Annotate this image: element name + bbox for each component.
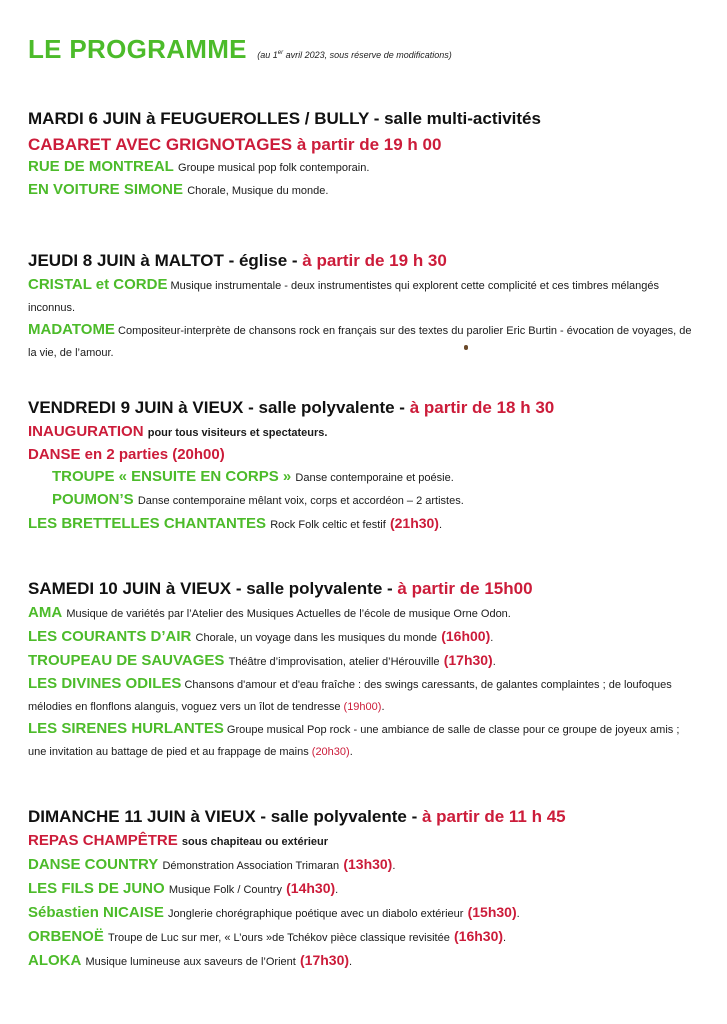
item-desc: Compositeur-interprète de chansons rock en français sur des textes du parolier Eric Burtin - évocation de voyages, de la vie, de l’amour. [28,325,692,359]
item-time: (16h00) [441,628,491,644]
item-desc: Musique instrumentale - deux instrumentistes qui explorent cette complicité et ces timbres mélangés inconnus. [28,280,660,314]
day-heading [28,578,700,600]
item-after: . [516,908,520,920]
item-time: (17h30) [443,652,493,668]
day-heading-time: à partir de 15h00 [397,579,533,598]
day-section-mardi [28,108,700,202]
note-post: avril 2023, sous réserve de modifications) [283,50,452,60]
item-name: LES DIVINES ODILES [28,675,182,692]
item-time: (20h30) [311,746,350,758]
note-sup: er [277,50,284,56]
item-desc: Rock Folk celtic et festif [270,519,386,531]
item-name: LES BRETTELLES CHANTANTES [28,515,267,532]
item-after: . [392,860,396,872]
item-name: MADATOME [28,321,115,338]
list-item [28,602,700,625]
cabaret-time: à partir de 19 h 00 [296,135,442,154]
title-note [257,50,451,60]
item-name: CRISTAL et CORDE [28,276,168,293]
day-heading: MARDI 6 JUIN à FEUGUEROLLES / BULLY - salle multi-activités [28,109,541,128]
list-item [28,179,700,202]
item-desc: Démonstration Association Trimaran [162,860,340,872]
item-name: Sébastien NICAISE [28,904,164,921]
cabaret-label: CABARET AVEC GRIGNOTAGES [28,135,293,154]
item-desc: Musique Folk / Country [168,884,282,896]
day-section-jeudi [28,250,700,364]
day-heading-time: à partir de 11 h 45 [421,807,566,826]
item-after: . [492,656,496,668]
repas-label: REPAS CHAMPÊTRE [28,832,178,849]
list-item [28,718,700,763]
list-item [28,925,700,949]
item-time: (21h30) [389,515,439,531]
inauguration-desc: pour tous visiteurs et spectateurs. [147,427,328,439]
list-item [28,466,700,489]
item-after: . [349,746,353,758]
item-time: (15h30) [467,904,517,920]
list-item [28,901,700,925]
list-item [28,877,700,901]
day-heading-text: JEUDI 8 JUIN à MALTOT - église - [28,251,303,270]
item-desc: Groupe musical Pop rock - une ambiance de salle de classe pour ce groupe de joyeux amis ; une invitation au battage de pied et au frappage de mains [28,724,680,758]
day-heading-text: VENDREDI 9 JUIN à VIEUX - salle polyvalente - [28,398,410,417]
list-item [28,649,700,673]
day-heading-text: DIMANCHE 11 JUIN à VIEUX - salle polyvalente - [28,807,422,826]
item-name: DANSE COUNTRY [28,856,159,873]
item-name: LES COURANTS D’AIR [28,628,192,645]
inauguration-line [28,421,700,444]
item-time: (13h30) [343,856,393,872]
inauguration-label: INAUGURATION [28,423,144,440]
danse-line: DANSE en 2 parties (20h00) [28,446,225,463]
item-name: RUE DE MONTREAL [28,158,174,175]
item-time: (19h00) [343,701,382,713]
item-name: TROUPEAU DE SAUVAGES [28,652,225,669]
item-desc: Danse contemporaine et poésie. [295,472,454,484]
item-after: . [381,701,385,713]
list-item [28,949,700,973]
day-section-vendredi [28,397,700,536]
list-item [28,625,700,649]
repas-desc: sous chapiteau ou extérieur [181,836,329,848]
item-time: (16h30) [454,928,504,944]
list-item [28,274,700,319]
repas-line [28,830,700,853]
item-time: (17h30) [300,952,350,968]
item-after: . [490,632,494,644]
title-row [28,34,452,65]
list-item [28,489,700,512]
ink-speck [464,345,468,350]
item-time: (14h30) [286,880,336,896]
item-desc: Théâtre d’improvisation, atelier d’Hérouville [228,656,440,668]
day-heading-text: SAMEDI 10 JUIN à VIEUX - salle polyvalente - [28,579,398,598]
day-heading [28,250,700,272]
item-desc: Troupe de Luc sur mer, « L’ours »de Tchékov pièce classique revisitée [108,932,450,944]
item-name: EN VOITURE SIMONE [28,181,184,198]
item-desc: Musique lumineuse aux saveurs de l’Orient [85,956,296,968]
page-title: LE PROGRAMME [28,34,247,64]
list-item [28,319,700,364]
item-name: TROUPE « ENSUITE EN CORPS » [52,468,292,485]
item-desc: Danse contemporaine mêlant voix, corps et accordéon – 2 artistes. [137,495,464,507]
item-desc: Chorale, un voyage dans les musiques du monde [195,632,438,644]
list-item [28,512,700,536]
item-name: LES SIRENES HURLANTES [28,720,224,737]
note-pre: (au 1 [257,50,278,60]
day-heading-time: à partir de 19 h 30 [302,251,447,270]
item-name: POUMON’S [52,491,134,508]
day-heading-time: à partir de 18 h 30 [409,398,555,417]
list-item [28,853,700,877]
day-heading [28,806,700,828]
item-after: . [503,932,507,944]
item-name: AMA [28,604,63,621]
item-after: . [335,884,339,896]
item-desc: Chorale, Musique du monde. [187,185,329,197]
item-desc: Jonglerie chorégraphique poétique avec un diabolo extérieur [168,908,464,920]
item-desc: Chansons d'amour et d'eau fraîche : des swings caressants, de galantes complaintes ; de loufoques mélodies en flonflons alanguis, voguez vers un îlot de tendresse [28,679,672,713]
item-desc: Musique de variétés par l’Atelier des Musiques Actuelles de l’école de musique Orne Odon. [66,608,511,620]
cabaret-line [28,134,700,156]
item-name: LES FILS DE JUNO [28,880,165,897]
list-item [28,156,700,179]
day-heading [28,397,700,419]
day-section-samedi [28,578,700,763]
item-after: . [438,519,443,531]
list-item [28,673,700,718]
day-section-dimanche [28,806,700,973]
item-after: . [349,956,353,968]
item-name: ALOKA [28,952,82,969]
item-desc: Groupe musical pop folk contemporain. [178,162,370,174]
item-name: ORBENOË [28,928,104,945]
